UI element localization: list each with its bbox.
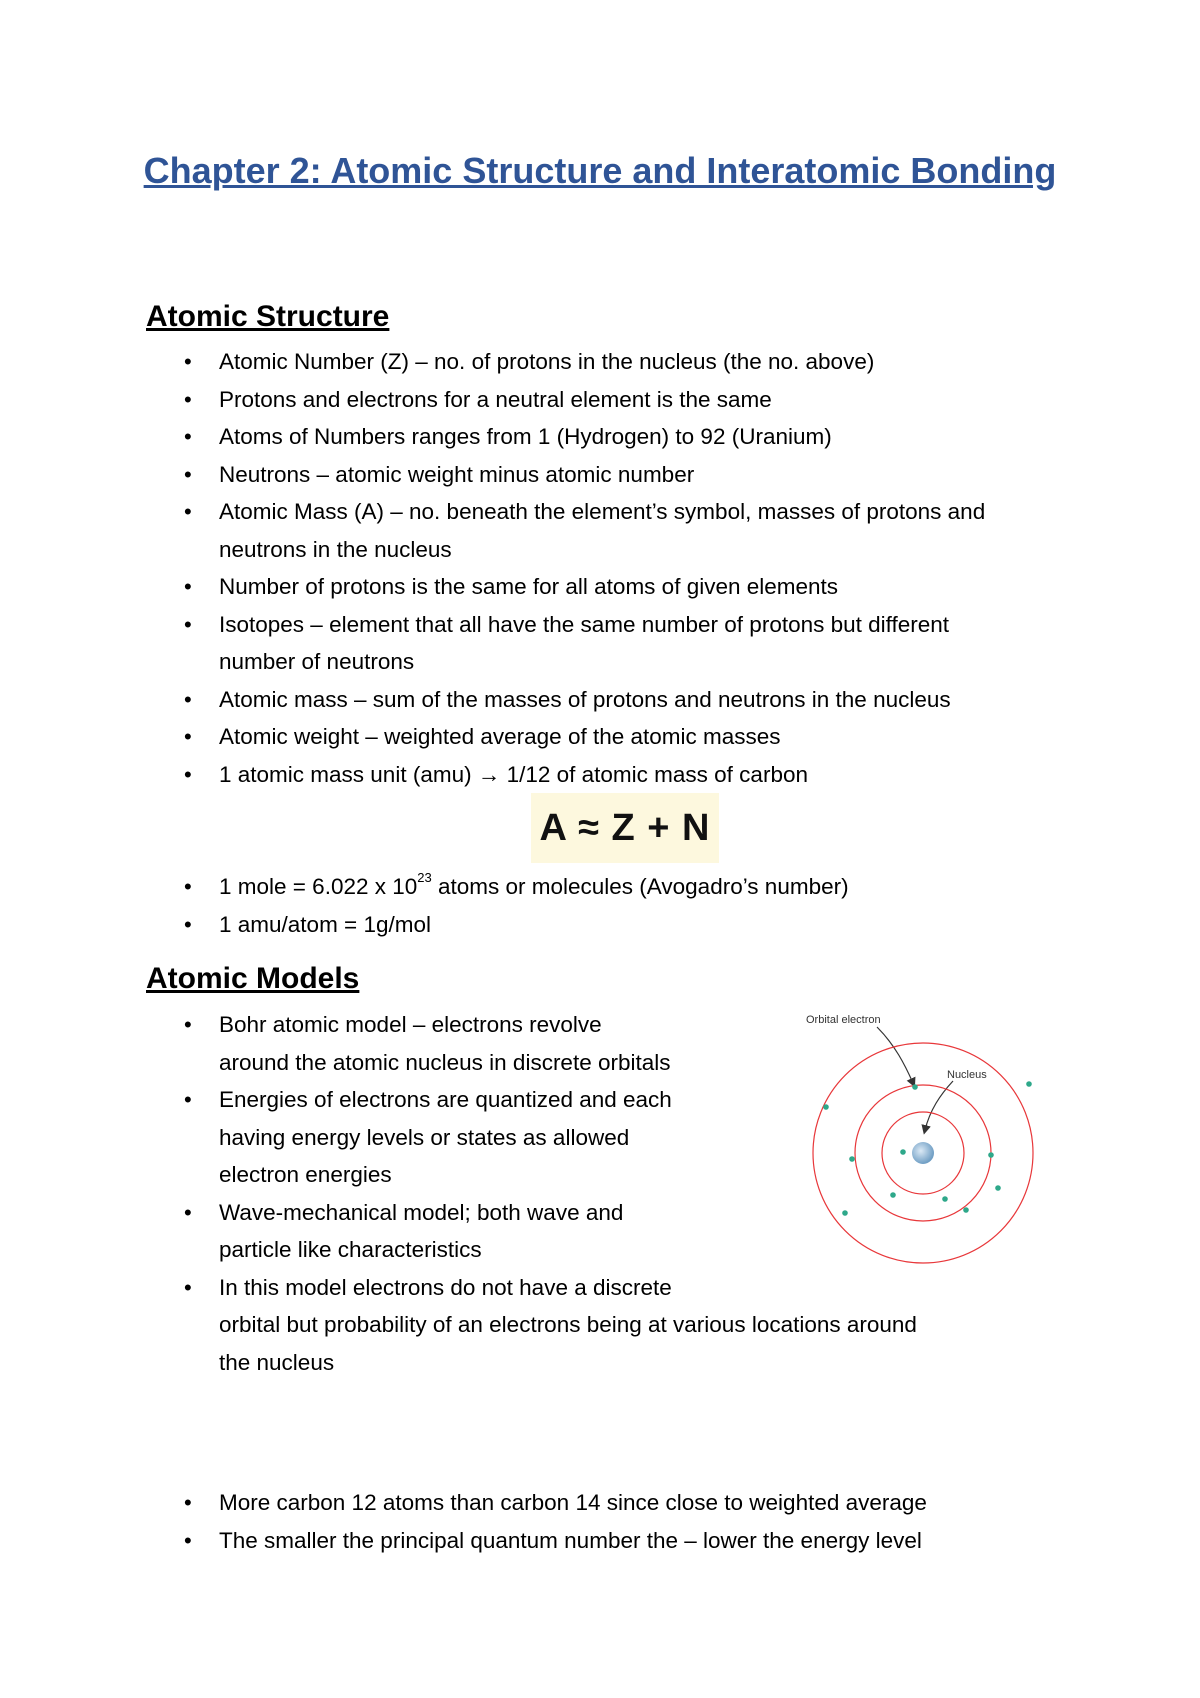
electron — [942, 1196, 948, 1202]
electron — [988, 1152, 994, 1158]
orbital-electron-pointer — [877, 1027, 913, 1083]
bottom-list — [0, 1484, 927, 1559]
list-item: • Wave-mechanical model; both wave and particle like characteristics — [0, 1194, 917, 1269]
electron — [995, 1185, 1001, 1191]
nucleus-label: Nucleus — [947, 1069, 987, 1081]
list-item: • The smaller the principal quantum number the – lower the energy level — [0, 1522, 927, 1560]
list-item: • Energies of electrons are quantized and each having energy levels or states as allowed electron energies — [0, 1081, 917, 1194]
electron — [823, 1104, 829, 1110]
list-item: • In this model electrons do not have a discrete orbital but probability of an electrons being at various locations around the nucleus — [0, 1269, 917, 1382]
list-item: • Atomic weight – weighted average of the atomic masses — [0, 718, 1079, 756]
electron — [963, 1207, 969, 1213]
list-item: • 1 amu/atom = 1g/mol — [0, 906, 849, 944]
list-item: • Isotopes – element that all have the same number of protons but different number of neutrons — [0, 606, 999, 681]
mole-list — [0, 868, 849, 943]
atomic-structure-list — [0, 343, 1079, 793]
list-item: • More carbon 12 atoms than carbon 14 since close to weighted average — [0, 1484, 927, 1522]
list-item-mole: • 1 mole = 6.022 x $10^{23}$ atoms or molecules (Avogadro’s number) — [0, 868, 849, 906]
list-item: • Number of protons is the same for all atoms of given elements — [0, 568, 1079, 606]
list-item: • Neutrons – atomic weight minus atomic number — [0, 456, 1079, 494]
orbital-electron-label: Orbital electron — [806, 1014, 881, 1026]
nucleus-pointer — [925, 1081, 953, 1130]
page-title: Chapter 2: Atomic Structure and Interatomic Bonding — [143, 150, 1057, 191]
list-item: • Bohr atomic model – electrons revolve around the atomic nucleus in discrete orbitals — [0, 1006, 917, 1081]
section-heading-atomic-structure: Atomic Structure — [146, 300, 390, 333]
electron — [912, 1084, 918, 1090]
bohr-atom-diagram — [795, 1005, 1065, 1275]
section-heading-atomic-models: Atomic Models — [146, 962, 360, 995]
electron — [849, 1156, 855, 1162]
list-item: • Atoms of Numbers ranges from 1 (Hydrogen) to 92 (Uranium) — [0, 418, 1079, 456]
electron — [1026, 1081, 1032, 1087]
nucleus — [912, 1142, 934, 1164]
list-item: • Protons and electrons for a neutral element is the same — [0, 381, 1079, 419]
electron — [842, 1210, 848, 1216]
mass-formula: A ≈ Z + N — [531, 793, 719, 863]
list-item-amu: • 1 atomic mass unit (amu) → 1/12 of atomic mass of carbon — [0, 756, 1079, 794]
electron — [900, 1149, 906, 1155]
electron — [890, 1192, 896, 1198]
list-item: • Atomic mass – sum of the masses of protons and neutrons in the nucleus — [0, 681, 1079, 719]
list-item: • Atomic Mass (A) – no. beneath the element’s symbol, masses of protons and neutrons in the nucleus — [0, 493, 1079, 568]
arrow-right-icon: → — [477, 761, 501, 787]
list-item: • Atomic Number (Z) – no. of protons in the nucleus (the no. above) — [0, 343, 1079, 381]
atomic-models-list — [0, 1006, 917, 1381]
